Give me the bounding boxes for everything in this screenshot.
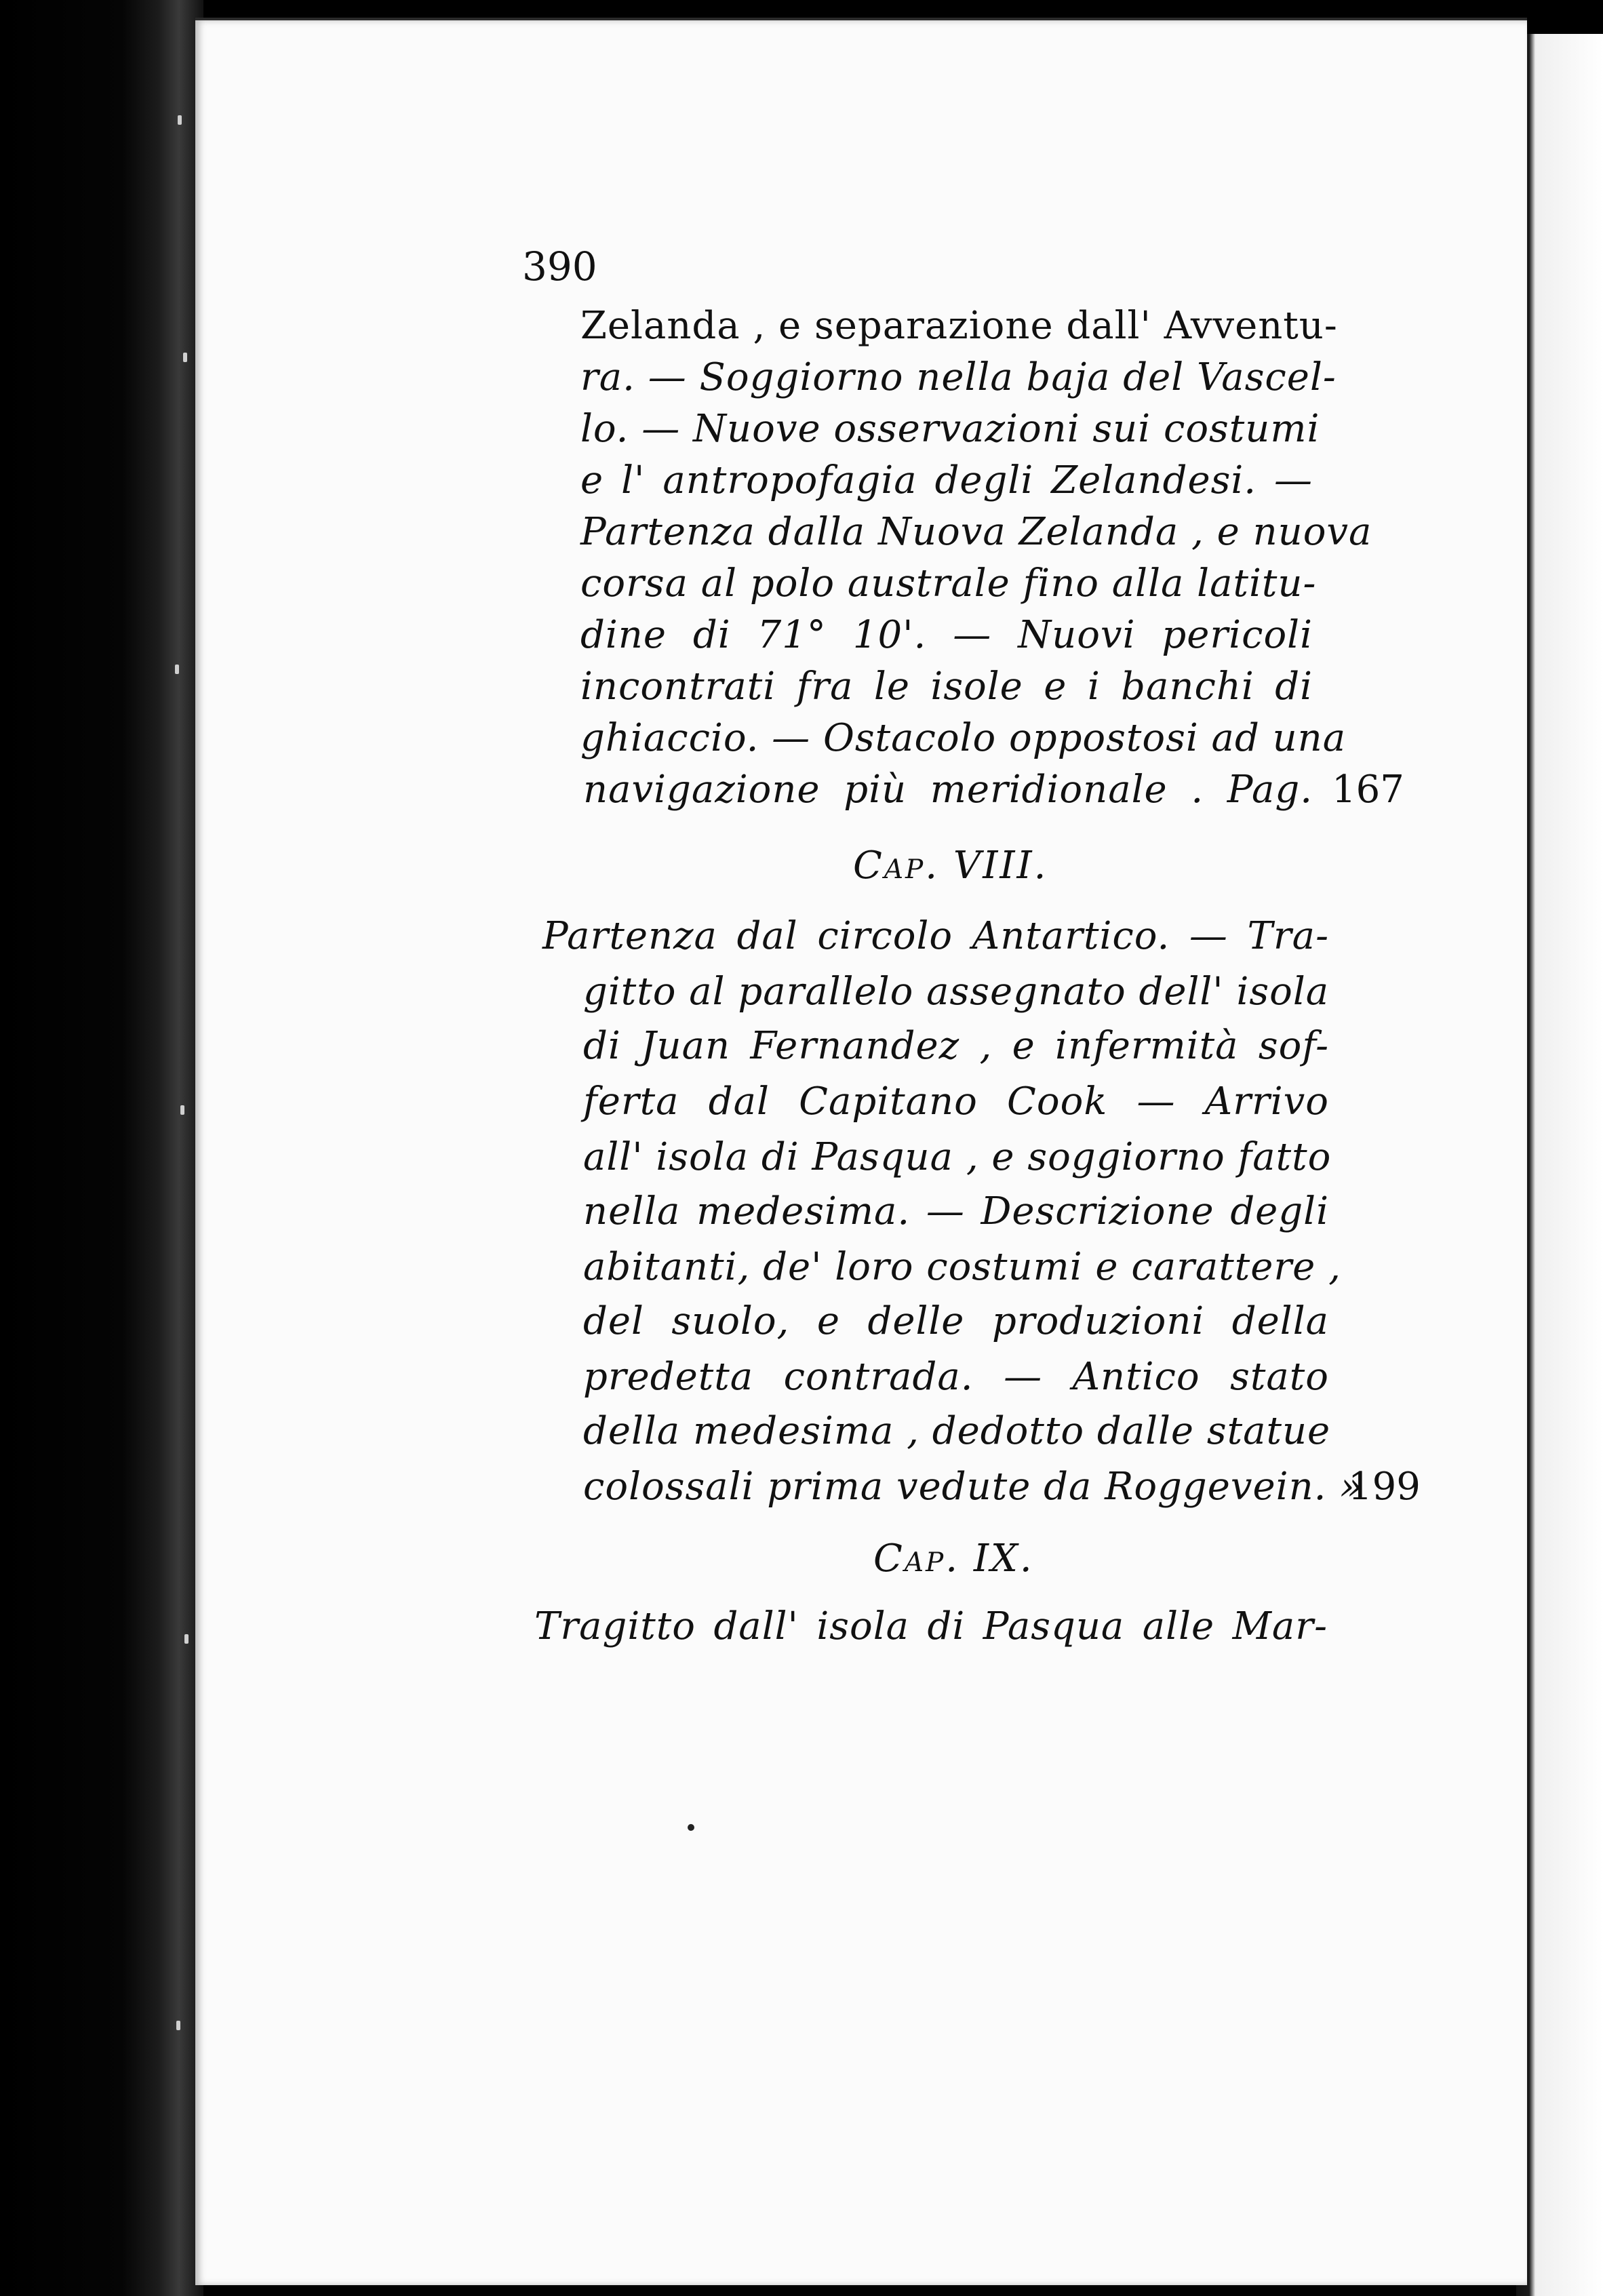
- text-line: lo. — Nuove osservazioni sui costumi: [580, 407, 1320, 451]
- edge-speck: [180, 1105, 184, 1115]
- text-line: predetta contrada. — Antico stato: [583, 1355, 1329, 1399]
- text-line: e l' antropofagia degli Zelandesi. —: [580, 458, 1313, 502]
- text-line: della medesima , dedotto dalle statue: [583, 1409, 1331, 1453]
- next-page-edge: [1516, 34, 1603, 2296]
- text-line: di Juan Fernandez , e infermità sof-: [583, 1024, 1329, 1068]
- page-text: [195, 20, 1527, 2285]
- text-line: corsa al polo australe fino alla latitu-: [580, 561, 1317, 606]
- text-line: colossali prima vedute da Roggevein. »: [583, 1465, 1364, 1509]
- edge-speck: [178, 115, 182, 125]
- text-line: Partenza dalla Nuova Zelanda , e nuova: [580, 510, 1372, 554]
- text-line: del suolo, e delle produzioni della: [583, 1299, 1329, 1343]
- page-reference: 167: [1332, 768, 1404, 812]
- text-line: all' isola di Pasqua , e soggiorno fatto: [583, 1135, 1332, 1179]
- chapter-heading: Cap. IX.: [873, 1537, 1034, 1581]
- text-line: incontrati fra le isole e i banchi di: [580, 665, 1313, 709]
- text-line: abitanti, de' loro costumi e carattere ,: [583, 1245, 1341, 1289]
- text-line: Tragitto dall' isola di Pasqua alle Mar-: [534, 1604, 1328, 1648]
- text-line: ferta dal Capitano Cook — Arrivo: [583, 1080, 1329, 1124]
- page-number: 390: [522, 243, 597, 290]
- chapter-heading: Cap. VIII.: [853, 844, 1048, 888]
- text-line: navigazione più meridionale . Pag.: [583, 768, 1313, 812]
- edge-speck: [176, 2021, 180, 2030]
- edge-speck: [175, 665, 179, 674]
- ink-speck: [688, 1824, 694, 1831]
- facing-page-edge: [0, 0, 203, 2296]
- text-line: nella medesima. — Descrizione degli: [583, 1189, 1329, 1233]
- text-line: ghiaccio. — Ostacolo oppostosi ad una: [580, 716, 1347, 760]
- text-line: Zelanda , e separazione dall' Avventu-: [580, 304, 1338, 348]
- text-line: ra. — Soggiorno nella baja del Vascel-: [580, 355, 1337, 399]
- text-line: dine di 71° 10'. — Nuovi pericoli: [580, 613, 1313, 657]
- text-line: gitto al parallelo assegnato dell' isola: [583, 970, 1330, 1014]
- edge-speck: [184, 1634, 189, 1644]
- page-reference: 199: [1348, 1465, 1421, 1509]
- book-page: [195, 20, 1527, 2285]
- text-line: Partenza dal circolo Antartico. — Tra-: [542, 914, 1329, 958]
- edge-speck: [183, 353, 187, 362]
